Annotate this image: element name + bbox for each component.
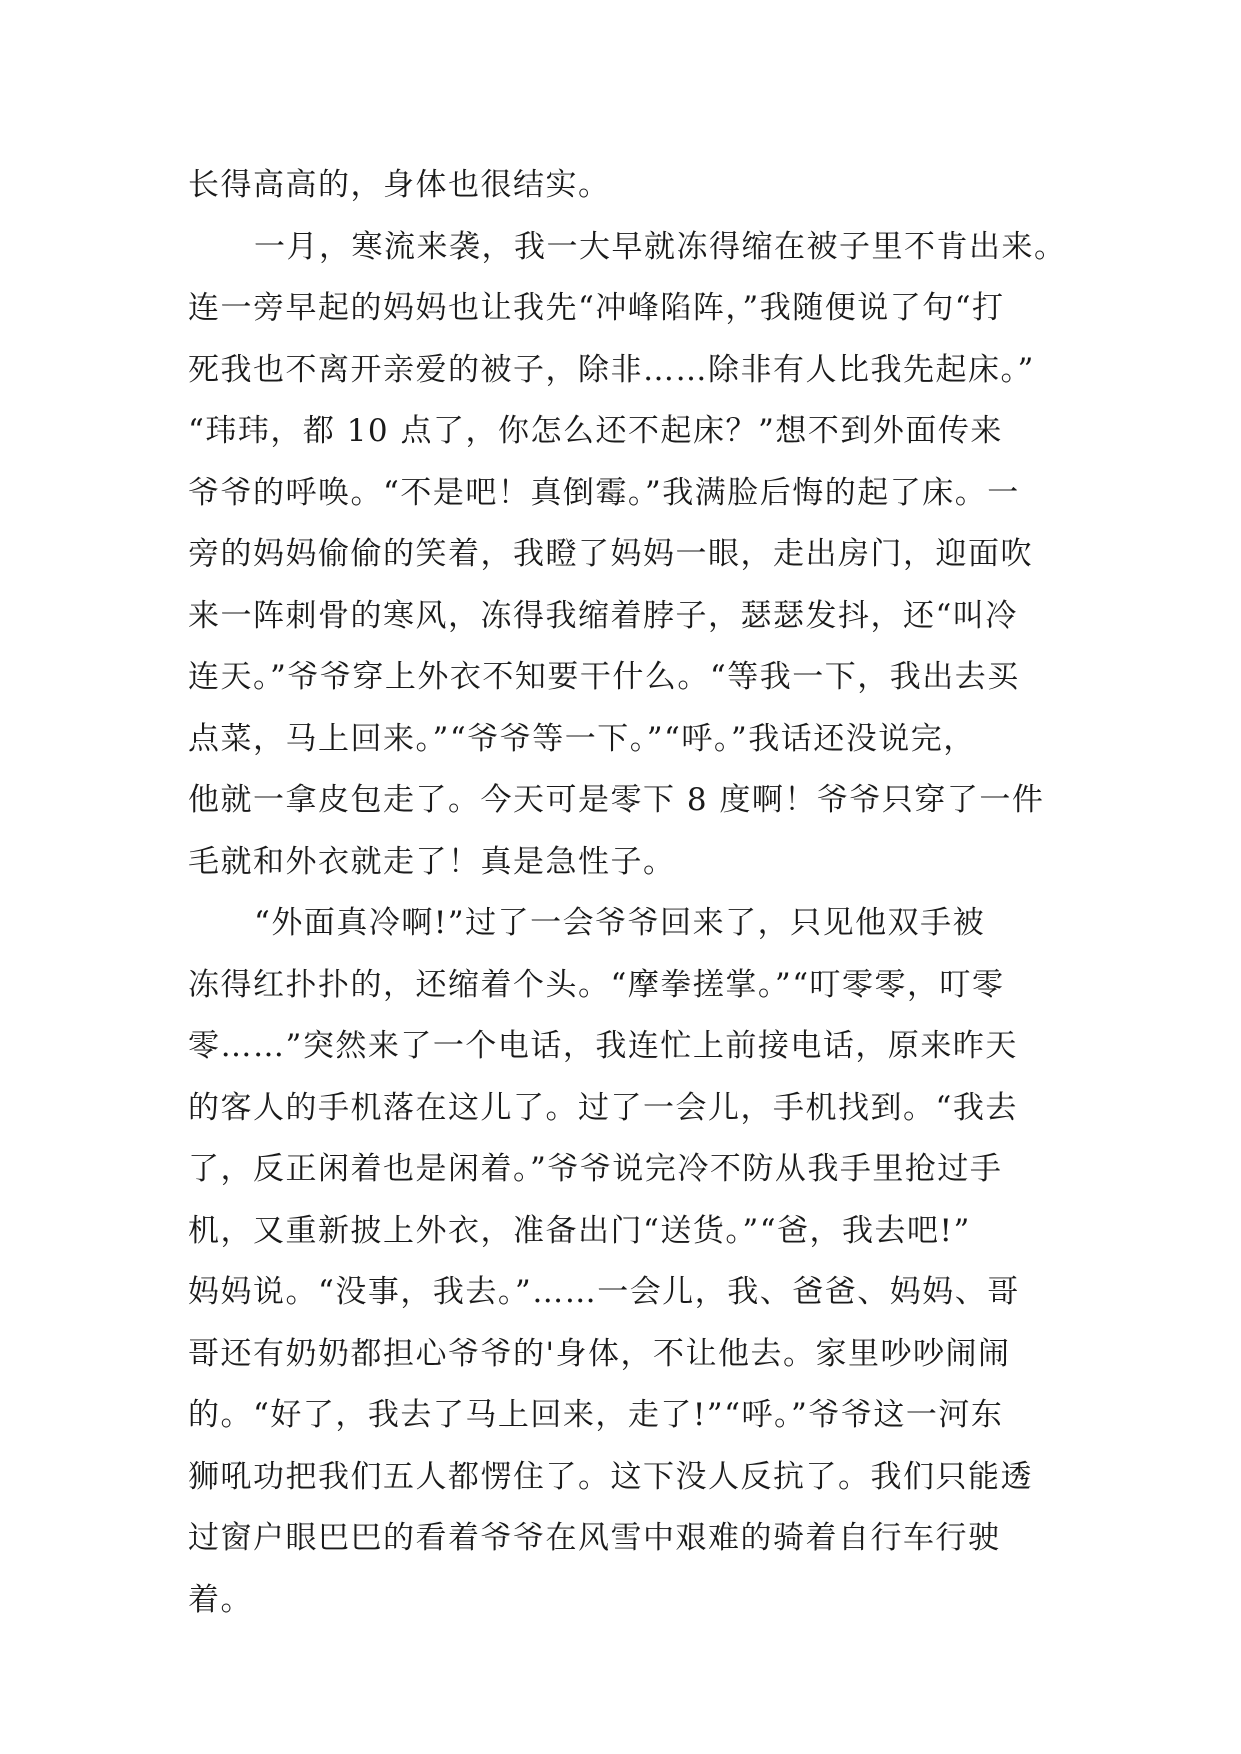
text-line: 的客人的手机落在这儿了。过了一会儿，手机找到。“我去 bbox=[188, 1089, 1018, 1126]
text-line: 爷爷的呼唤。“不是吧！真倒霉。”我满脸后悔的起了床。一 bbox=[188, 474, 1020, 511]
text-line: 了，反正闲着也是闲着。”爷爷说完冷不防从我手里抢过手 bbox=[188, 1151, 1003, 1187]
essay-text bbox=[188, 155, 1068, 1631]
text-line: 来一阵刺骨的寒风，冻得我缩着脖子，瑟瑟发抖，还“叫冷 bbox=[188, 597, 1018, 634]
text-line: 连一旁早起的妈妈也让我先“冲峰陷阵，”我随便说了句“打 bbox=[188, 290, 1005, 326]
text-line: 过窗户眼巴巴的看着爷爷在风雪中艰难的骑着自行车行驶 bbox=[188, 1520, 1001, 1556]
text-line: 着。 bbox=[188, 1581, 253, 1618]
text-line: “玮玮，都 10 点了，你怎么还不起床？”想不到外面传来 bbox=[188, 413, 1003, 449]
text-line: 旁的妈妈偷偷的笑着，我瞪了妈妈一眼，走出房门，迎面吹 bbox=[188, 536, 1033, 572]
text-line: 哥还有奶奶都担心爷爷的'身体，不让他去。家里吵吵闹闹 bbox=[188, 1335, 1011, 1372]
text-line: 零……”突然来了一个电话，我连忙上前接电话，原来昨天 bbox=[188, 1028, 1018, 1064]
paragraph-start-line: “外面真冷啊!”过了一会爷爷回来了，只见他双手被 bbox=[254, 905, 986, 941]
text-line: 的。“好了，我去了马上回来，走了!”“呼。”爷爷这一河东 bbox=[188, 1397, 1004, 1433]
text-line: 长得高高的，身体也很结实。 bbox=[188, 167, 611, 203]
paragraph-start-line: 一月，寒流来袭，我一大早就冻得缩在被子里不肯出来。 bbox=[254, 228, 1067, 265]
text-line: 他就一拿皮包走了。今天可是零下 8 度啊！爷爷只穿了一件 bbox=[188, 782, 1045, 818]
text-line: 冻得红扑扑的，还缩着个头。“摩拳搓掌。”“叮零零，叮零 bbox=[188, 966, 1005, 1003]
text-line: 点菜，马上回来。”“爷爷等一下。”“呼。”我话还没说完， bbox=[188, 720, 976, 757]
text-line: 机，又重新披上外衣，准备出门“送货。”“爸，我去吧!” bbox=[188, 1212, 971, 1249]
text-line: 妈妈说。“没事，我去。”……一会儿，我、爸爸、妈妈、哥 bbox=[188, 1274, 1020, 1310]
text-line: 连天。”爷爷穿上外衣不知要干什么。“等我一下，我出去买 bbox=[188, 659, 1020, 695]
text-line: 狮吼功把我们五人都愣住了。这下没人反抗了。我们只能透 bbox=[188, 1458, 1033, 1495]
text-line: 毛就和外衣就走了！真是急性子。 bbox=[188, 843, 676, 880]
text-line: 死我也不离开亲爱的被子，除非……除非有人比我先起床。” bbox=[188, 351, 1035, 388]
